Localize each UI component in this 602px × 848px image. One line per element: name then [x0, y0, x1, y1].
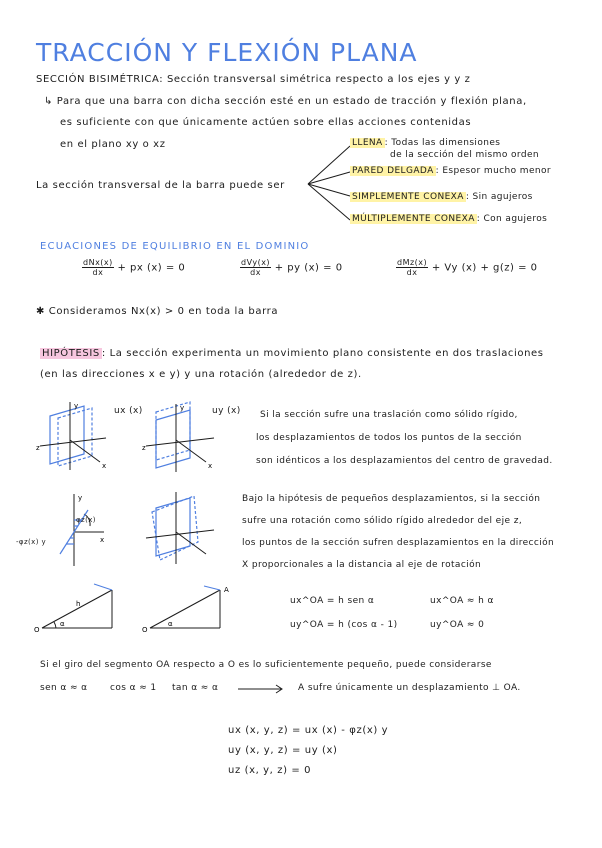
rotated-section-figure	[142, 492, 232, 572]
svg-text:y: y	[180, 404, 185, 412]
svg-text:x: x	[102, 462, 107, 470]
formula-ux: ux^OA = h sen α	[290, 596, 375, 606]
svg-text:y: y	[74, 402, 79, 410]
equilibrium-heading: ECUACIONES DE EQUILIBRIO EN EL DOMINIO	[40, 241, 310, 252]
svg-text:A: A	[224, 586, 229, 594]
rigid-text-2: los desplazamientos de todos los puntos de la sección	[256, 433, 522, 443]
page-title: TRACCIÓN Y FLEXIÓN PLANA	[36, 38, 418, 67]
triangle-figure-2	[142, 582, 252, 642]
svg-text:α: α	[168, 620, 173, 628]
type-llena: LLENA : Todas las dimensiones	[352, 138, 501, 148]
equation-2: $\frac{\text{dVy(x)}}{dx}$ + py (x) = 0	[241, 258, 343, 277]
paragraph-line-2: es suficiente con que únicamente actúen sobre ellas acciones contenidas	[60, 117, 472, 128]
approx-sin: sen α ≈ α	[40, 683, 88, 693]
hypothesis-line-2: (en las direcciones x e y) y una rotación (alrededor de z).	[40, 369, 362, 380]
rotation-text-1: Bajo la hipótesis de pequeños desplazamientos, si la sección	[242, 494, 541, 504]
equation-3: $\frac{\text{dMz(x)}}{dx}$ + Vy (x) + g(z) = 0	[397, 258, 538, 277]
rotation-profile-figure	[34, 492, 114, 572]
formula-ux-approx: ux^OA ≈ h α	[430, 596, 494, 606]
type-multiplemente-conexa: MÚLTIPLEMENTE CONEXA : Con agujeros	[352, 214, 548, 224]
hypothesis-line-1: HIPÓTESIS : La sección experimenta un movimiento plano consistente en dos traslaciones	[42, 348, 544, 359]
svg-text:x: x	[100, 536, 105, 544]
arrow-result-text: A sufre únicamente un desplazamiento ⊥ OA.	[298, 683, 521, 693]
phi-y-label: -φz(x) y	[16, 538, 46, 546]
rigid-text-3: son idénticos a los desplazamientos del centro de gravedad.	[256, 456, 553, 466]
small-angle-text: Si el giro del segmento OA respecto a O es lo suficientemente pequeño, puede considerarse	[40, 660, 492, 670]
svg-text:α: α	[60, 620, 65, 628]
svg-text:h: h	[76, 600, 81, 608]
final-uy: uy (x, y, z) = uy (x)	[228, 745, 338, 756]
arrow-icon	[238, 684, 288, 694]
paragraph-line-3: en el plano xy o xz	[60, 139, 166, 150]
formula-uy: uy^OA = h (cos α - 1)	[290, 620, 398, 630]
rotation-text-3: los puntos de la sección sufren desplazamientos en la dirección	[242, 538, 555, 548]
type-simplemente-conexa: SIMPLEMENTE CONEXA : Sin agujeros	[352, 192, 533, 202]
phi-label: φz(x)	[76, 516, 96, 524]
paragraph-line-1: ↳ Para que una barra con dicha sección esté en un estado de tracción y flexión plana,	[44, 96, 527, 107]
rotation-text-2: sufre una rotación como sólido rígido alrededor del eje z,	[242, 516, 523, 526]
type-pared-delgada: PARED DELGADA : Espesor mucho menor	[352, 166, 552, 176]
svg-text:y: y	[78, 494, 83, 502]
rotation-text-4: X proporcionales a la distancia al eje de rotación	[242, 560, 482, 570]
svg-text:x: x	[208, 462, 213, 470]
consider-note: ✱ Consideramos Nx(x) > 0 en toda la barra	[36, 306, 279, 317]
triangle-figure-1	[34, 582, 144, 642]
translation-x-figure	[36, 400, 126, 480]
final-ux: ux (x, y, z) = ux (x) - φz(x) y	[228, 725, 389, 736]
svg-text:O: O	[34, 626, 40, 634]
svg-text:O: O	[142, 626, 148, 634]
type-llena-desc2: de la sección del mismo orden	[390, 150, 539, 160]
svg-text:z: z	[36, 444, 40, 452]
final-uz: uz (x, y, z) = 0	[228, 765, 312, 776]
uy-label: uy (x)	[212, 406, 241, 416]
rigid-text-1: Si la sección sufre una traslación como sólido rígido,	[260, 410, 518, 420]
equation-1: $\frac{\text{dNx(x)}}{dx}$ + px (x) = 0	[83, 258, 186, 277]
approx-tan: tan α ≈ α	[172, 683, 219, 693]
ux-label: ux (x)	[114, 406, 143, 416]
svg-text:z: z	[142, 444, 146, 452]
section-intro: La sección transversal de la barra puede ser	[36, 180, 285, 191]
approx-cos: cos α ≈ 1	[110, 683, 157, 693]
formula-uy-approx: uy^OA ≈ 0	[430, 620, 485, 630]
section-definition: SECCIÓN BISIMÉTRICA: Sección transversal simétrica respecto a los ejes y y z	[36, 74, 471, 85]
